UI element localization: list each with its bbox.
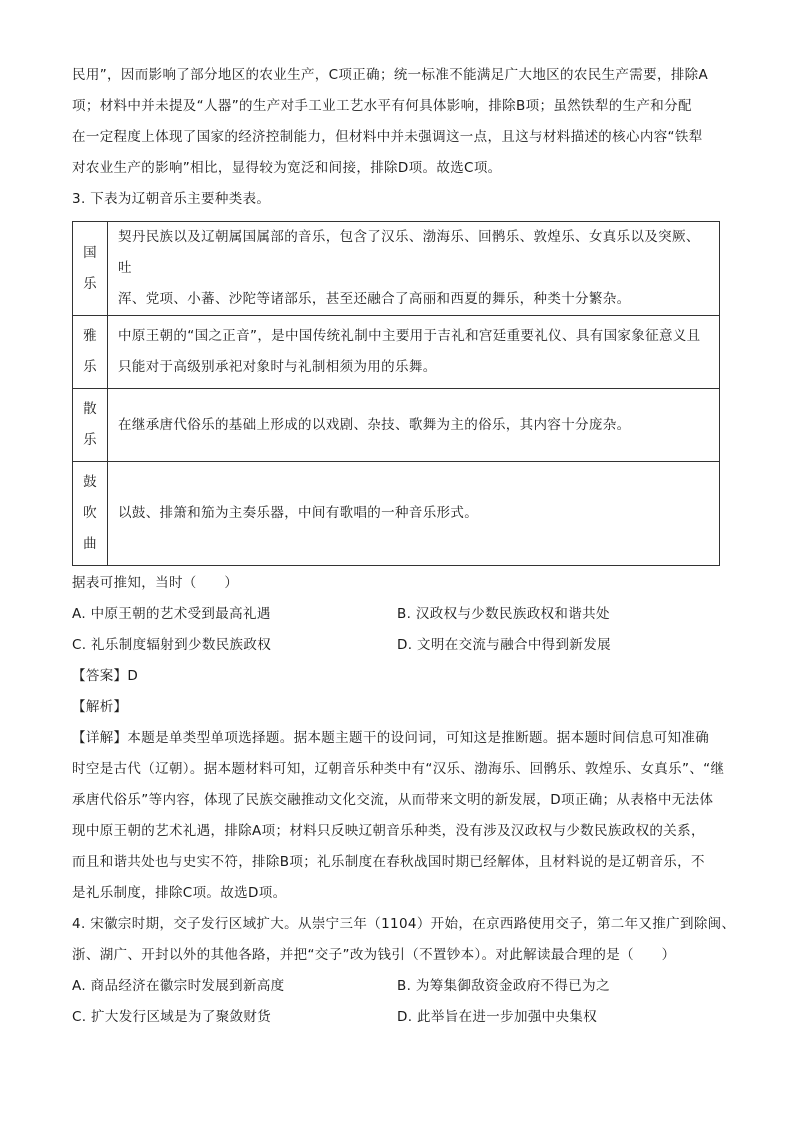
music-types-table [72,221,720,566]
text-line: 现中原王朝的艺术礼遇，排除A项；材料只反映辽朝音乐种类，没有涉及汉政权与少数民族政权的关系， [72,823,705,839]
options-row [72,1002,724,1033]
text-line: 在一定程度上体现了国家的经济控制能力，但材料中并未强调这一点，且这与材料描述的核心内容“铁犁 [72,129,703,145]
text-line: 项；材料中并未提及“人器”的生产对手工业工艺水平有何具体影响，排除B项；虽然铁犁的生产和分配 [72,98,692,114]
previous-analysis [72,60,724,184]
option-b[interactable]: B. 为筹集御敌资金政府不得已为之 [397,978,610,994]
row-label: 散 乐 [73,389,108,462]
row-label: 鼓 吹 曲 [73,462,108,566]
question-stem: 3. 下表为辽朝音乐主要种类表。 [72,191,271,207]
option-c[interactable]: C. 礼乐制度辐射到少数民族政权 [72,637,272,653]
question-3 [72,184,724,909]
document-page [72,60,736,1033]
text-line: 承唐代俗乐”等内容，体现了民族交融推动文化交流，从而带来文明的新发展，D项正确；从表格中无法体 [72,792,714,808]
row-text: 在继承唐代俗乐的基础上形成的以戏剧、杂技、歌舞为主的俗乐，其内容十分庞杂。 [108,389,720,462]
table-row [73,462,720,566]
option-a[interactable]: A. 商品经济在徽宗时发展到新高度 [72,978,285,994]
table-row [73,389,720,462]
table-row [73,222,720,316]
options-row [72,599,724,630]
option-b[interactable]: B. 汉政权与少数民族政权和谐共处 [397,606,610,622]
text-line: 是礼乐制度，排除C项。故选D项。 [72,885,287,901]
option-d[interactable]: D. 文明在交流与融合中得到新发展 [397,637,611,653]
row-label: 国 乐 [73,222,108,316]
table-row [73,316,720,389]
options-row [72,630,724,661]
row-text: 契丹民族以及辽朝属国属部的音乐，包含了汉乐、渤海乐、回鹘乐、敦煌乐、女真乐以及突厥、吐 浑、党项、小蕃、沙陀等诸部乐，甚至还融合了高丽和西夏的舞乐，种类十分繁杂。 [108,222,720,316]
row-label: 雅 乐 [73,316,108,389]
answer-label: 【答案】D [72,668,139,684]
row-text: 中原王朝的“国之正音”，是中国传统礼制中主要用于吉礼和宫廷重要礼仪、具有国家象征意义且 只能对于高级别承祀对象时与礼制相须为用的乐舞。 [108,316,720,389]
text-line: 对农业生产的影响”相比，显得较为宽泛和间接，排除D项。故选C项。 [72,160,502,176]
text-line: 民用”，因而影响了部分地区的农业生产，C项正确；统一标准不能满足广大地区的农民生产需要，排除A [72,67,709,83]
text-line: 时空是古代（辽朝）。据本题材料可知，辽朝音乐种类中有“汉乐、渤海乐、回鹘乐、敦煌乐、女真乐”、“继 [72,761,725,777]
option-c[interactable]: C. 扩大发行区域是为了聚敛财货 [72,1009,272,1025]
text-line: 【详解】本题是单类型单项选择题。据本题主题干的设问词，可知这是推断题。据本题时间信息可知准确 [72,730,710,746]
options-row [72,971,724,1002]
question-stem: 浙、湖广、开封以外的其他各路，并把“交子”改为钱引（不置钞本）。对此解读最合理的是（ ） [72,947,676,963]
text-line: 而且和谐共处也与史实不符，排除B项；礼乐制度在春秋战国时期已经解体，且材料说的是辽朝音乐，不 [72,854,705,870]
question-prompt: 据表可推知，当时（ ） [72,575,239,591]
option-d[interactable]: D. 此举旨在进一步加强中央集权 [397,1009,598,1025]
question-stem: 4. 宋徽宗时期，交子发行区域扩大。从崇宁三年（1104）开始，在京西路使用交子，第二年又推广到除闽、 [72,916,736,932]
row-text: 以鼓、排箫和笳为主奏乐器，中间有歌唱的一种音乐形式。 [108,462,720,566]
analysis-detail [72,723,724,909]
analysis-title: 【解析】 [72,699,128,715]
option-a[interactable]: A. 中原王朝的艺术受到最高礼遇 [72,606,271,622]
question-4 [72,909,736,1033]
